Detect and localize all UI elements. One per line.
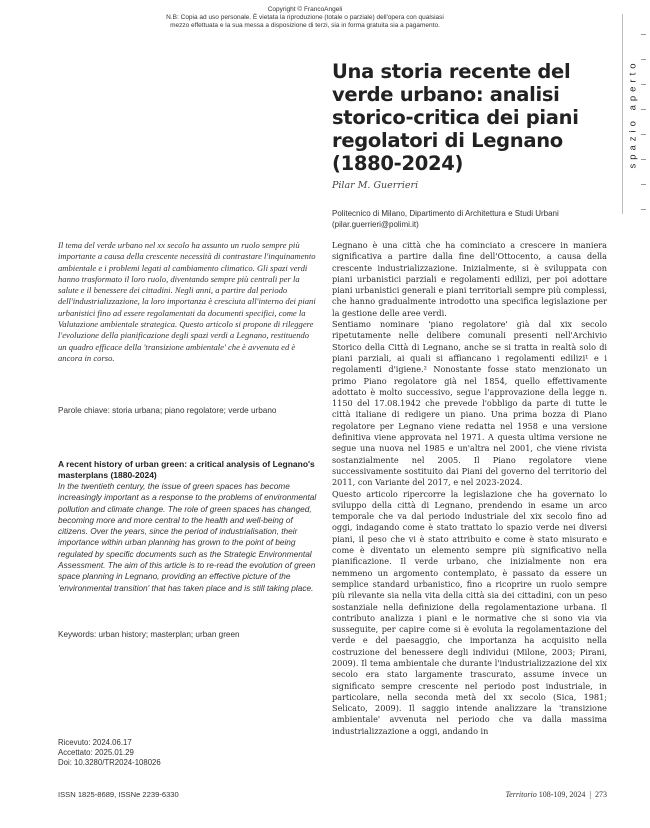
author-affiliation: [332, 209, 612, 230]
footer-issn: ISSN 1825-8689, ISSNe 2239-6330: [58, 790, 179, 799]
footer-journal-info: Territorio 108-109, 2024 | 273: [505, 790, 607, 799]
abstract-english: In the twentieth century, the issue of green spaces has become increasingly important as a response to the problems of environmental pollution and climate change. The role of green spaces has changed, becoming more and more central to the health and well-being of citizens. Over the years, since the period of industrialisation, their importance within urban planning has grown to the point of being regulated by specific documents such as the Strategic Environmental Assessment. The aim of this article is to re-read the evolution of green space planning in Legnano, providing an effective picture of the 'environmental transition' that has taken place and is still taking place.: [58, 481, 317, 593]
body-paragraph: Sentiamo nominare 'piano regolatore' già dal xix secolo ripetutamente nelle delibere comunali presenti nell'Archivio Storico della Città di Legnano, anche se si tratta in realtà solo di piani parziali, ai quali si affiancano i regolamenti edilizi¹ e i regolamenti d'igiene.² Nonostante fosse stato menzionato un primo Piano regolatore già nel 1854, quello effettivamente adottato è molto successivo, segue l'approvazione della legge n. 1150 del 17.08.1942 che prevede l'obbligo da parte di tutte le città italiane di redigere un piano. Una prima bozza di Piano regolatore per Legnano viene redatta nel 1958 e una versione definitiva viene approvata nel 1971. A questa ultima versione ne segue una nuova nel 1985 e un'altra nel 2001, che viene rivista sostanzialmente nel 2005. Il Piano regolatore viene successivamente sostituito dai Piani del governo del territorio del 2011, con Variante del 2017, e nel 2023-2024.: [332, 319, 607, 488]
abstract-english-title: A recent history of urban green: a critical analysis of Legnano's masterplans (1880-2024): [58, 459, 315, 480]
body-paragraph: Questo articolo ripercorre la legislazione che ha governato lo sviluppo della città di Legnano, prendendo in esame un arco temporale che va dal periodo industriale del xix secolo fino ad oggi, indagando come è stato trattato lo spazio verde nei diversi piani, il peso che vi è stato attribuito e come è stato misurato e come è diventato un elemento sempre più significativo nella pianificazione. Il verde urbano, che inizialmente non era nemmeno un argomento contemplato, è passato da essere un semplice standard urbanistico, fino a ricoprire un ruolo sempre più rilevante sia nella vita della città sia dei cittadini, con un peso sostanziale nella definizione della regolamentazione urbana. Il contributo analizza i piani e le normative che si sono via via susseguite, per capire come si è evoluta la regolamentazione del verde e del paesaggio, che importanza ha acquisito nella costruzione del benessere degli individui (Milone, 2003; Pirani, 2009). Il tema ambientale che durante l'industrializzazione del xix secolo era stato largamente trascurato, assume invece un significato sempre crescente nel periodo post industriale, in particolare, nella seconda metà del xx secolo (Sica, 1981; Selicato, 2009). Il saggio intende analizzare la 'transizione ambientale' avvenuta nel periodo che va dalla massima industrializzazione a oggi, andando in: [332, 488, 607, 736]
body-paragraph: Legnano è una città che ha cominciato a crescere in maniera significativa a partire dalla fine dell'Ottocento, a causa della crescente industrializzazione. Inizialmente, si è sviluppata con piani urbanistici parziali e regolamenti edilizi, per poi adottare piani urbanistici generali e piani territoriali sempre più complessi, che hanno gradualmente introdotto una specifica legislazione per la gestione delle aree verdi.: [332, 240, 607, 318]
section-label-ticks: [640, 14, 646, 214]
doi: Doi: 10.3280/TR2024-108026: [58, 757, 161, 767]
page-number: 273: [595, 790, 607, 799]
keywords-english: Keywords: urban history; masterplan; urban green: [58, 630, 240, 639]
footer-journal-name: Territorio: [505, 790, 537, 799]
received-date: Ricevuto: 2024.06.17: [58, 738, 132, 747]
article-author: Pilar M. Guerrieri: [332, 180, 419, 191]
copyright-line-1: Copyright © FrancoAngeli: [267, 6, 343, 13]
affiliation-email: (pilar.guerrieri@polimi.it): [332, 219, 419, 229]
body-text: [332, 240, 607, 737]
section-label: [622, 14, 642, 214]
affiliation-institution: Politecnico di Milano, Dipartimento di Architettura e Studi Urbani: [332, 209, 559, 218]
abstract-italian: Il tema del verde urbano nel xx secolo ha assunto un ruolo sempre più importante a causa della crescente necessità di contrastare l'inquinamento ambientale e i problemi legati al cambiamento climatico. Gli spazi verdi hanno trasformato il loro ruolo, diventando sempre più centrali per la salute e il benessere dei cittadini. Negli anni, a partire dal periodo dell'industrializzazione, la loro importanza è cresciuta all'interno dei piani urbanistici fino ad essere regolamentati da documenti specifici, come la Valutazione ambientale strategica. Questo articolo si propone di rileggere l'evoluzione della pianificazione degli spazi verdi a Legnano, restituendo un quadro efficace della 'transizione ambientale' che è avvenuta ed è ancora in corso.: [58, 240, 316, 363]
article-dates: [58, 738, 258, 767]
article-title: Una storia recente del verde urbano: analisi storico-critica dei piani regolatori di Legnano (1880-2024): [332, 60, 579, 175]
keywords-italian: Parole chiave: storia urbana; piano regolatore; verde urbano: [58, 406, 277, 415]
copyright-notice: [0, 6, 610, 30]
copyright-line-3: mezzo effettuata e la sua messa a disposizione di terzi, sia in forma gratuita sia a pagamento.: [170, 22, 440, 29]
section-label-text: spazio aperto: [627, 59, 638, 169]
copyright-line-2: N.B: Copia ad uso personale. È vietata la riproduzione (totale o parziale) dell'opera con qualsiasi: [166, 14, 444, 21]
footer-issue: 108-109, 2024: [538, 790, 586, 799]
accepted-date: Accettato: 2025.01.29: [58, 747, 134, 757]
